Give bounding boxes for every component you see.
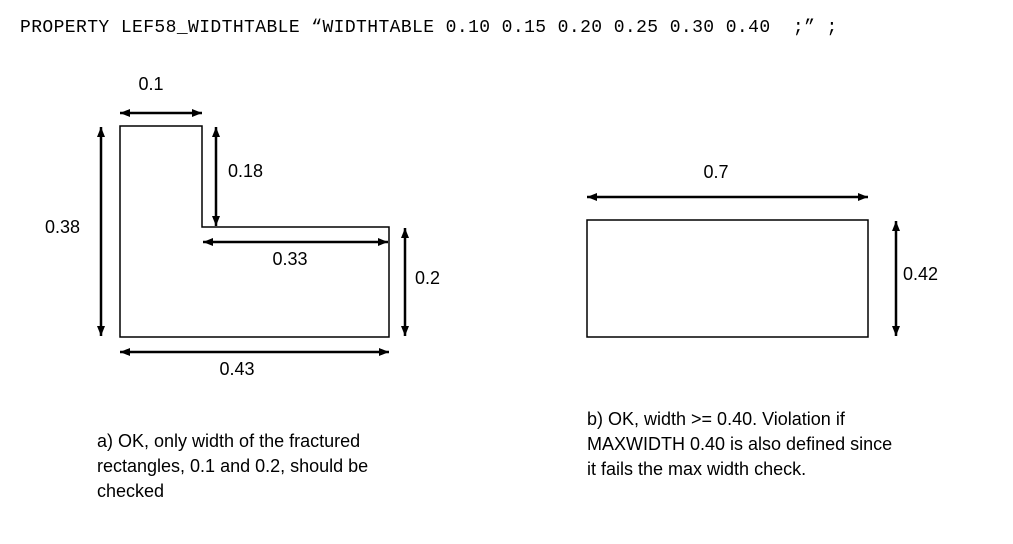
figure-b xyxy=(587,162,938,337)
caption-b-line-3: it fails the max width check. xyxy=(587,459,807,479)
dim-label-right-height: 0.2 xyxy=(415,268,441,288)
dim-label-total-height: 0.38 xyxy=(45,217,81,237)
caption-a-line-1: a) OK, only width of the fractured xyxy=(97,431,361,451)
dim-label-rect-width: 0.7 xyxy=(703,162,729,182)
dim-label-bottom-width: 0.43 xyxy=(219,359,255,379)
caption-b-line-1: b) OK, width >= 0.40. Violation if xyxy=(587,409,845,429)
dim-label-rect-height: 0.42 xyxy=(903,264,939,284)
figure-a xyxy=(45,74,440,379)
caption-a-line-2: rectangles, 0.1 and 0.2, should be xyxy=(97,456,369,476)
caption-b-line-2: MAXWIDTH 0.40 is also defined since xyxy=(587,434,893,454)
caption-a-line-3: checked xyxy=(97,481,165,501)
dim-label-step-width: 0.33 xyxy=(272,249,308,269)
dim-label-notch-height: 0.18 xyxy=(228,161,264,181)
lef-property-code-line: PROPERTY LEF58_WIDTHTABLE “WIDTHTABLE 0.10 0.15 0.20 0.25 0.30 0.40 ;” ; xyxy=(20,18,838,38)
caption-a xyxy=(97,429,368,504)
rectangle-outline xyxy=(587,220,868,337)
l-shape-outline xyxy=(120,126,389,337)
caption-b xyxy=(587,407,892,482)
dim-label-top-width: 0.1 xyxy=(138,74,164,94)
